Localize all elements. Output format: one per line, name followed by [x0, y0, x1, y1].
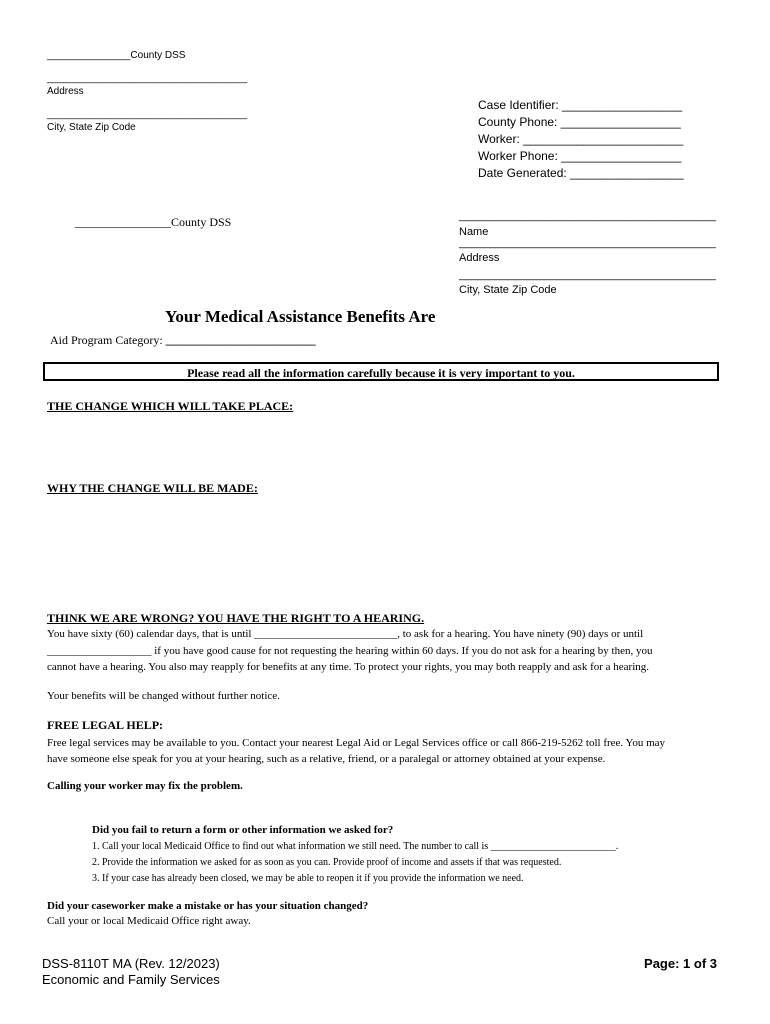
change-heading: THE CHANGE WHICH WILL TAKE PLACE:: [47, 399, 294, 413]
recipient-address-blank: __________________________________________: [459, 237, 716, 249]
worker: Worker: ________________________: [478, 132, 684, 146]
page-title: Your Medical Assistance Benefits Are: [165, 307, 436, 326]
fail-heading: Did you fail to return a form or other information we asked for?: [92, 824, 394, 836]
department-name: Economic and Family Services: [42, 972, 220, 987]
worker-phone: Worker Phone: __________________: [478, 149, 682, 163]
legal-line-1: Free legal services may be available to you. Contact your nearest Legal Aid or Legal Services office or call 866-219-5262 toll free. You may: [47, 737, 666, 749]
page-number: Page: 1 of 3: [644, 956, 717, 971]
fail-item-2: 2. Provide the information we asked for as soon as you can. Provide proof of income and assets if that was requested.: [92, 857, 562, 868]
notice-box: [43, 362, 719, 381]
hearing-heading: THINK WE ARE WRONG? YOU HAVE THE RIGHT TO A HEARING.: [47, 611, 425, 625]
recipient-address-label: Address: [459, 252, 500, 264]
recipient-name-blank: __________________________________________: [459, 210, 716, 222]
form-number: DSS-8110T MA (Rev. 12/2023): [42, 956, 220, 971]
sender-city-blank: ____________________________________: [47, 109, 248, 120]
legal-heading: FREE LEGAL HELP:: [47, 718, 164, 732]
sender-county-line: _______________County DSS: [47, 50, 186, 61]
case-identifier: Case Identifier: __________________: [478, 98, 683, 112]
hearing-line-1: You have sixty (60) calendar days, that is until __________________________, to ask for a hearing. You have ninety (90) days or until: [47, 628, 644, 640]
sender-city-label: City, State Zip Code: [47, 122, 136, 133]
fail-item-3: 3. If your case has already been closed, we may be able to reopen it if you provide the information we need.: [92, 873, 524, 884]
aid-category: [50, 333, 316, 348]
sender-address-label: Address: [47, 86, 84, 97]
benefits-changed: Your benefits will be changed without further notice.: [47, 690, 280, 702]
recipient-city-blank: __________________________________________: [459, 269, 716, 281]
mistake-text: Call your or local Medicaid Office right away.: [47, 915, 251, 927]
hearing-line-2: ___________________ if you have good cause for not requesting the hearing within 60 days. If you do not ask for a hearing by then, you: [47, 645, 653, 657]
county-phone: County Phone: __________________: [478, 115, 681, 129]
aid-category-value: _________________________: [165, 333, 316, 347]
return-county-line: ________________County DSS: [75, 215, 232, 229]
date-generated: Date Generated: _________________: [478, 166, 684, 180]
aid-category-label: Aid Program Category:: [50, 333, 163, 347]
notice-text: Please read all the information carefully because it is very important to you.: [187, 366, 575, 380]
legal-line-2: have someone else speak for you at your hearing, such as a relative, friend, or a paralegal or attorney obtained at your expense.: [47, 753, 606, 765]
fail-item-1: 1. Call your local Medicaid Office to find out what information we still need. The number to call is _________________________.: [92, 841, 619, 852]
mistake-heading: Did your caseworker make a mistake or has your situation changed?: [47, 900, 369, 912]
calling-worker: Calling your worker may fix the problem.: [47, 780, 243, 792]
recipient-city-label: City, State Zip Code: [459, 284, 557, 296]
hearing-line-3: cannot have a hearing. You also may reapply for benefits at any time. To protect your rights, you may both reapply and ask for a hearing.: [47, 661, 650, 673]
why-heading: WHY THE CHANGE WILL BE MADE:: [47, 481, 258, 495]
recipient-name-label: Name: [459, 226, 489, 238]
sender-address-blank: ____________________________________: [47, 73, 248, 84]
